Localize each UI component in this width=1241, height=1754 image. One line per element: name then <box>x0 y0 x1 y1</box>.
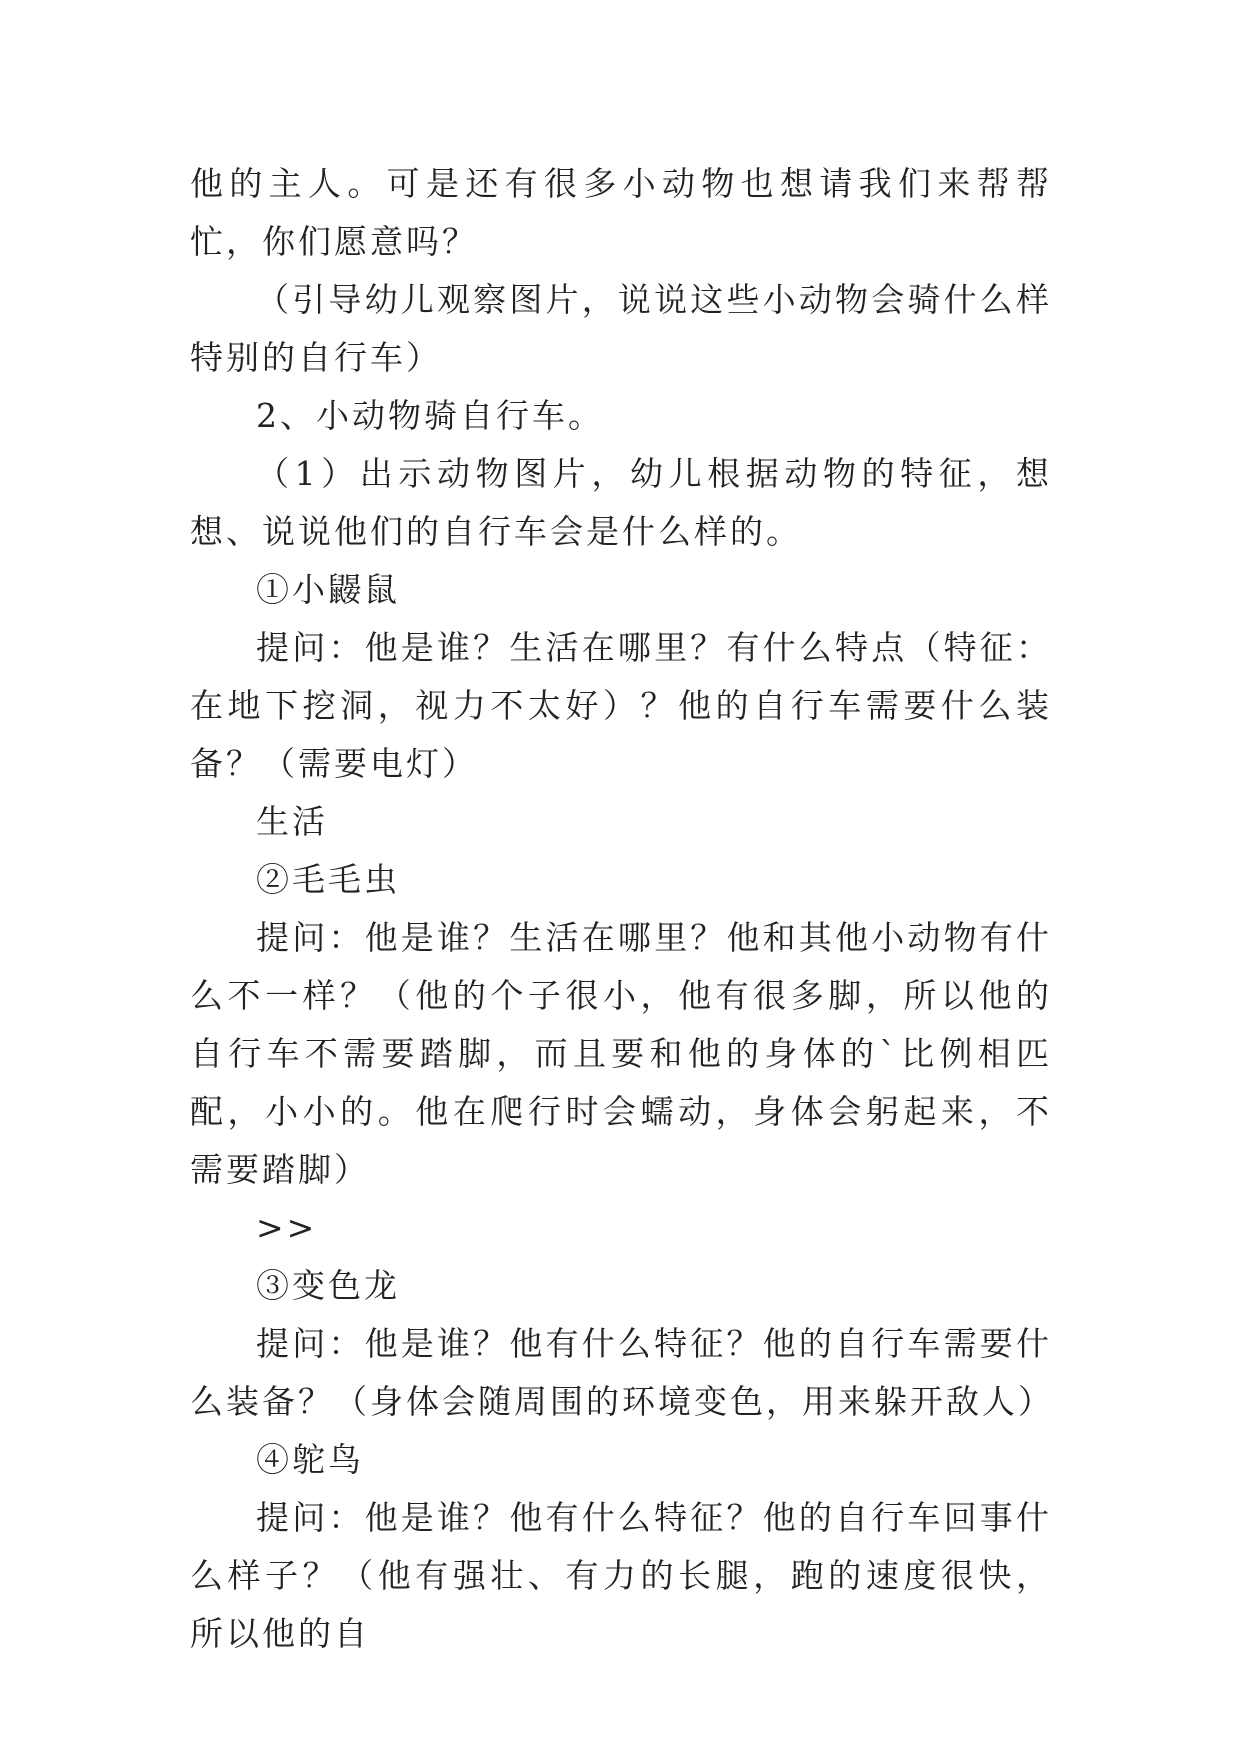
paragraph-step-1: （1）出示动物图片，幼儿根据动物的特征，想想、说说他们的自行车会是什么样的。 <box>190 454 1052 551</box>
paragraph-caterpillar-question: 提问：他是谁？生活在哪里？他和其他小动物有什么不一样？（他的个子很小，他有很多脚，所以他的自行车不需要踏脚，而且要和他的身体的`比例相匹配，小小的。他在爬行时会蠕动，身体会躬起来，不需要踏脚） <box>190 918 1052 1189</box>
item-ostrich-heading: ④鸵鸟 <box>256 1440 364 1479</box>
item-mole-heading: ①小鼹鼠 <box>256 570 400 609</box>
section-heading-2: 2、小动物骑自行车。 <box>256 396 604 435</box>
paragraph-fragment: 生活 <box>256 802 328 841</box>
item-chameleon-heading: ③变色龙 <box>256 1266 400 1305</box>
paragraph-continuation: 他的主人。可是还有很多小动物也想请我们来帮帮忙，你们愿意吗？ <box>190 164 1052 261</box>
paragraph-chameleon-question: 提问：他是谁？他有什么特征？他的自行车需要什么装备？（身体会随周围的环境变色，用来躲开敌人） <box>190 1324 1054 1421</box>
document-body <box>190 155 1052 1663</box>
paragraph-guidance-note: （引导幼儿观察图片，说说这些小动物会骑什么样特别的自行车） <box>190 280 1052 377</box>
paragraph-ostrich-question: 提问：他是谁？他有什么特征？他的自行车回事什么样子？（他有强壮、有力的长腿，跑的速度很快，所以他的自 <box>190 1498 1052 1653</box>
paragraph-arrows: >> <box>256 1208 318 1247</box>
item-caterpillar-heading: ②毛毛虫 <box>256 860 400 899</box>
paragraph-mole-question: 提问：他是谁？生活在哪里？有什么特点（特征：在地下挖洞，视力不太好）？他的自行车需要什么装备？（需要电灯） <box>190 628 1052 783</box>
